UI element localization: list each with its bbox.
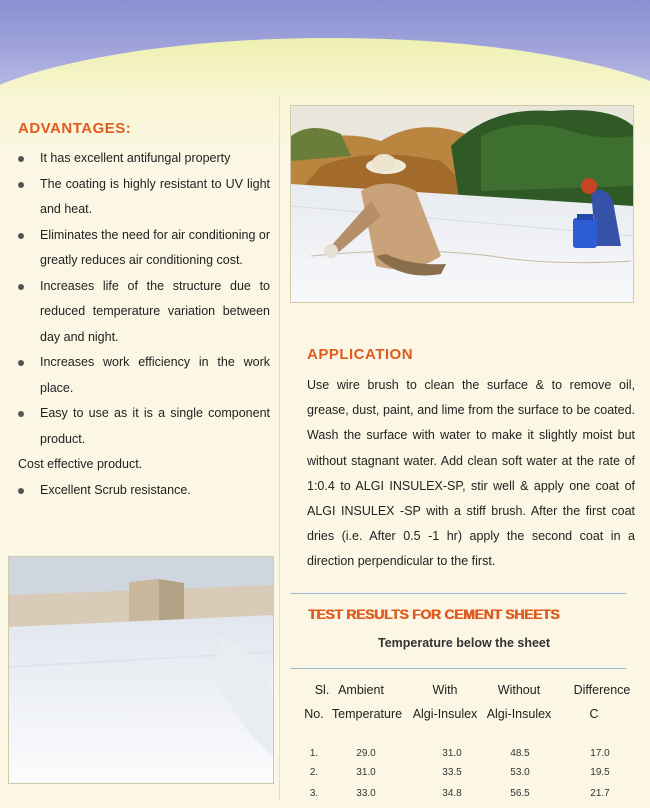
- advantage-text: It has excellent antifungal property: [40, 151, 231, 165]
- header-difference: Difference: [573, 683, 631, 697]
- bullet-icon: [18, 488, 24, 494]
- test-results-subtitle: Temperature below the sheet: [378, 636, 551, 650]
- cell-without: 48.5: [510, 748, 530, 759]
- advantage-item: [18, 478, 270, 504]
- bullet-icon: [18, 156, 24, 162]
- photo-coated-roof: [8, 556, 274, 784]
- test-results-heading: TEST RESULTS FOR CEMENT SHEETS: [308, 606, 560, 622]
- cell-ambient: 33.0: [356, 788, 376, 799]
- advantage-text: Increases work efficiency in the work place.: [40, 355, 270, 395]
- advantage-item: [18, 172, 270, 223]
- cell-without: 56.5: [510, 788, 530, 799]
- header-temperature: Temperature: [331, 707, 403, 721]
- cell-difference: 17.0: [590, 748, 610, 759]
- header-with-algi: Algi-Insulex: [412, 707, 478, 721]
- header-sl: Sl.: [314, 683, 330, 697]
- header-ambient: Ambient: [338, 683, 384, 697]
- advantage-item: [18, 350, 270, 401]
- cell-difference: 19.5: [590, 767, 610, 778]
- cell-sl: 3.: [309, 788, 319, 799]
- advantage-item: [18, 274, 270, 351]
- bullet-icon: [18, 182, 24, 188]
- cell-ambient: 31.0: [356, 767, 376, 778]
- header-difference-unit: C: [589, 707, 599, 721]
- cell-sl: 2.: [309, 767, 319, 778]
- cell-with: 33.5: [442, 767, 462, 778]
- application-heading: APPLICATION: [307, 346, 414, 363]
- advantage-item: [18, 223, 270, 274]
- header-with: With: [432, 683, 458, 697]
- advantage-item: [18, 401, 270, 452]
- cell-without: 53.0: [510, 767, 530, 778]
- advantage-text: Excellent Scrub resistance.: [40, 482, 191, 497]
- cell-ambient: 29.0: [356, 748, 376, 759]
- photo-workers-roof-image: [291, 106, 633, 302]
- advantage-text: Eliminates the need for air conditioning or greatly reduces air conditioning cost.: [40, 227, 270, 267]
- advantage-item: [18, 146, 270, 172]
- advantage-text: Easy to use as it is a single component product.: [40, 406, 270, 446]
- bullet-icon: [18, 360, 24, 366]
- column-divider: [279, 95, 280, 800]
- advantage-item: [18, 452, 270, 478]
- cell-difference: 21.7: [590, 788, 610, 799]
- bullet-icon: [18, 284, 24, 290]
- advantage-text: Cost effective product.: [18, 457, 143, 471]
- bullet-icon: [18, 233, 24, 239]
- advantages-list: [18, 146, 270, 503]
- cell-with: 34.8: [442, 788, 462, 799]
- test-results-top-rule: [290, 593, 626, 594]
- photo-coated-roof-image: [9, 557, 273, 783]
- bullet-icon: [18, 411, 24, 417]
- photo-workers-roof: [290, 105, 634, 303]
- advantages-heading: ADVANTAGES:: [18, 120, 132, 137]
- test-results-rule: [290, 668, 626, 669]
- advantage-text: Increases life of the structure due to reduced temperature variation between day and night.: [40, 278, 270, 344]
- header-no: No.: [304, 707, 324, 721]
- header-without-algi: Algi-Insulex: [486, 707, 552, 721]
- application-text: Use wire brush to clean the surface & to remove oil, grease, dust, paint, and lime from the surface to be coated. Wash the surface with water to make it slightly moist but without stagnant water. Add clean soft water at the rate of 1:0.4 to ALGI INSULEX-SP, stir well & apply one coat of ALGI INSULEX -SP with a stiff brush. After the first coat dries (i.e. After 0.5 -1 hr) apply the second coat in a direction perpendicular to the first.: [307, 378, 635, 569]
- advantage-text: The coating is highly resistant to UV light and heat.: [40, 176, 270, 216]
- cell-with: 31.0: [442, 748, 462, 759]
- cell-sl: 1.: [309, 748, 319, 759]
- header-without: Without: [497, 683, 541, 697]
